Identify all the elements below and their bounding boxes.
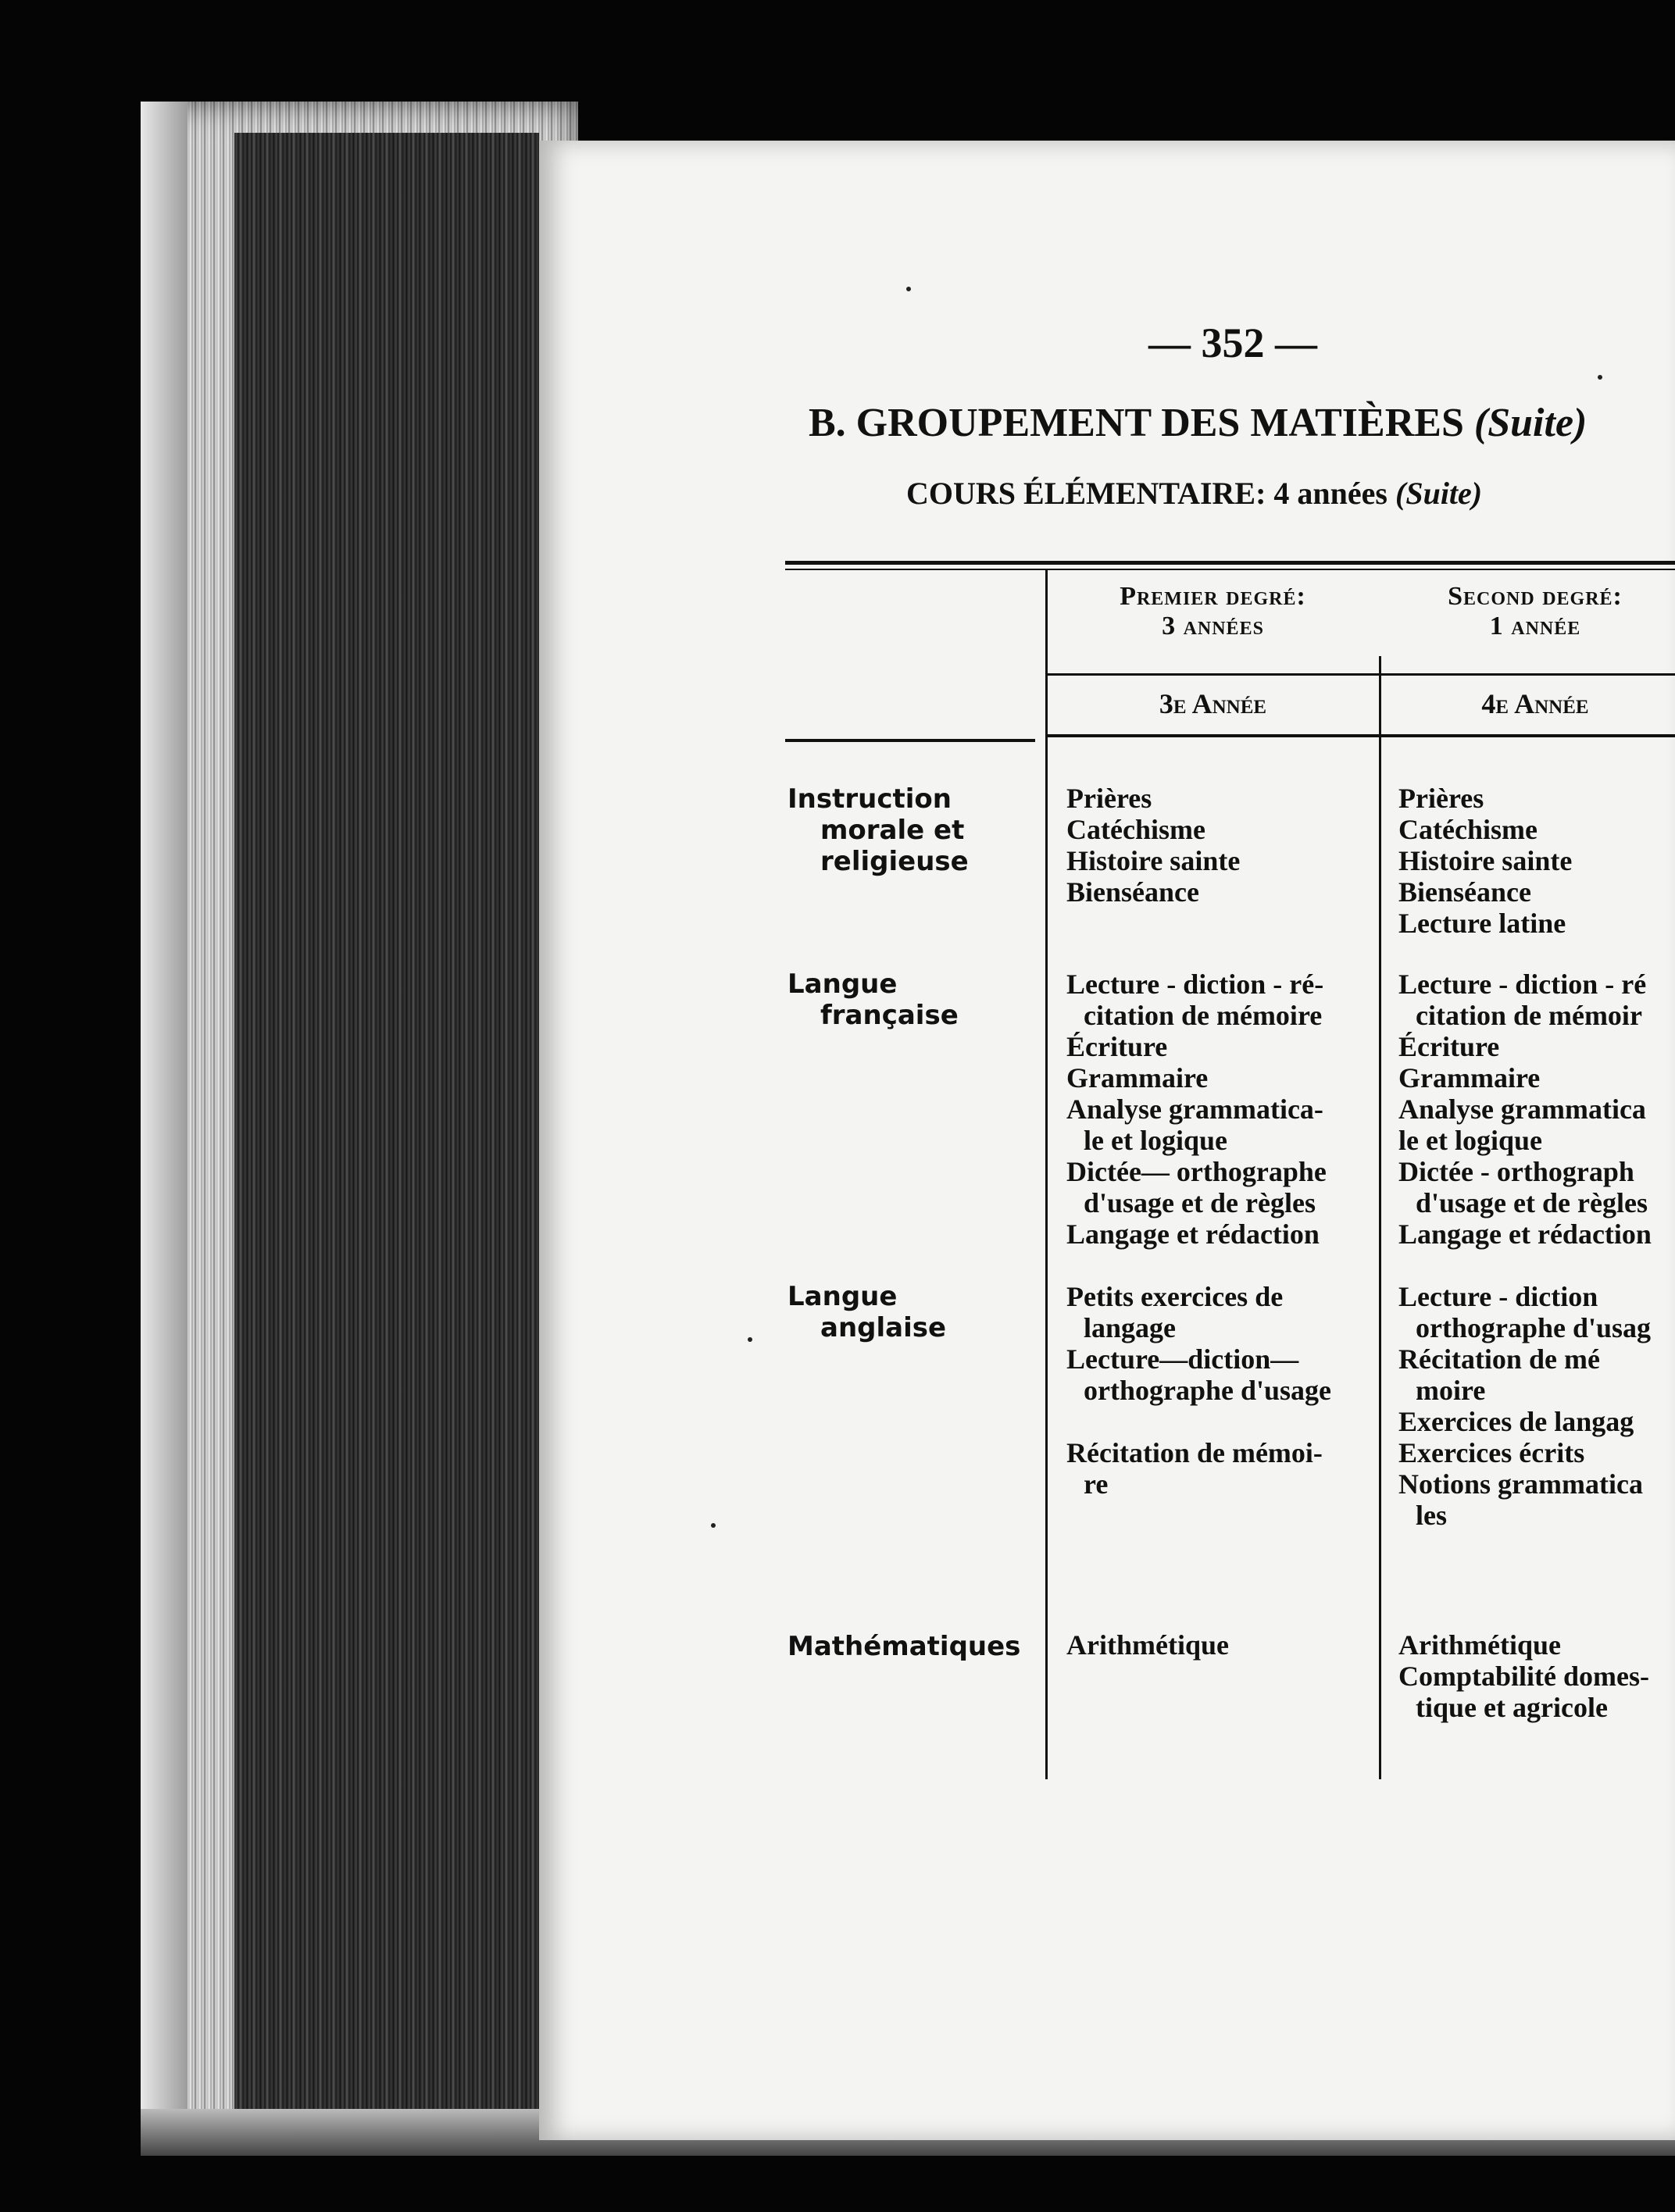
table-top-rule (785, 561, 1675, 565)
page-subtitle (906, 475, 1482, 512)
book-page-stack (234, 133, 539, 2148)
header-premier-degre-line2: 3 années (1162, 612, 1264, 640)
page-title-text: B. GROUPEMENT DES MATIÈRES (809, 401, 1464, 445)
subject-instruction-morale (788, 783, 969, 877)
list-item: Arithmétique (1398, 1629, 1561, 1661)
subject-line: Instruction (788, 783, 952, 815)
list-item: Histoire sainte (1398, 845, 1573, 876)
list-item: re (1084, 1468, 1109, 1500)
list-item: Bienséance (1066, 876, 1199, 908)
list-item: le et logique (1084, 1125, 1227, 1156)
list-item: citation de mémoire (1084, 1000, 1323, 1031)
book-page (539, 141, 1675, 2140)
list-item: Notions grammatica (1398, 1468, 1643, 1500)
page-title (809, 400, 1587, 446)
cell-anglaise-4e (1398, 1281, 1651, 1531)
scan-speck (711, 1523, 716, 1528)
list-item: citation de mémoir (1416, 1000, 1642, 1031)
list-item: Arithmétique (1066, 1629, 1229, 1661)
list-item: tique et agricole (1416, 1692, 1608, 1723)
subject-line: religieuse (820, 846, 969, 877)
cell-instruction-4e (1398, 783, 1572, 939)
col-divider-right (1379, 656, 1381, 1779)
list-item: Exercices écrits (1398, 1437, 1585, 1468)
book-cover-edge (141, 102, 188, 2148)
list-item: Catéchisme (1398, 814, 1538, 845)
subject-line: Mathématiques (788, 1631, 1021, 1662)
list-item: orthographe d'usage (1084, 1375, 1332, 1406)
scan-speck (1598, 375, 1602, 380)
header-premier-degre (1055, 582, 1371, 641)
header-premier-degre-line1: Premier degré: (1120, 582, 1306, 611)
cell-mathematiques-4e (1398, 1629, 1649, 1723)
list-item: Écriture (1066, 1031, 1168, 1062)
list-item: Grammaire (1066, 1062, 1209, 1094)
list-item: Exercices de langag (1398, 1406, 1634, 1437)
header-second-degre (1387, 582, 1675, 641)
list-item: langage (1084, 1312, 1177, 1343)
list-item: Comptabilité domes- (1398, 1661, 1649, 1692)
subject-line: anglaise (820, 1312, 947, 1343)
list-item: moire (1416, 1375, 1486, 1406)
list-item: Langage et rédaction (1066, 1218, 1320, 1250)
subject-mathematiques (788, 1631, 1020, 1662)
page-title-suite: (Suite) (1473, 401, 1588, 445)
page-number: — 352 — (1148, 319, 1317, 366)
list-item: orthographe d'usag (1416, 1312, 1652, 1343)
list-item: Lecture—diction— (1066, 1343, 1299, 1375)
table-top-rule-2 (785, 569, 1675, 570)
header-second-degre-line2: 1 année (1489, 612, 1581, 640)
subject-line: morale et (820, 815, 965, 846)
page-subtitle-text: COURS ÉLÉMENTAIRE: 4 années (906, 476, 1388, 511)
list-item: Langage et rédaction (1398, 1218, 1652, 1250)
list-item: Bienséance (1398, 876, 1531, 908)
subject-line: Langue (788, 1281, 898, 1312)
cell-francaise-4e (1398, 969, 1652, 1250)
cell-mathematiques-3e (1066, 1629, 1229, 1661)
col-divider-left (1045, 569, 1048, 1779)
list-item: Analyse grammatica (1398, 1094, 1646, 1125)
list-item: Récitation de mémoi- (1066, 1437, 1323, 1468)
scan-speck (748, 1337, 752, 1342)
list-item: d'usage et de règles (1084, 1187, 1316, 1218)
header-4e-annee: 4e Année (1481, 688, 1589, 719)
list-item: Lecture - diction - ré (1398, 969, 1647, 1000)
list-item: Dictée— orthographe (1066, 1156, 1327, 1187)
list-item: Grammaire (1398, 1062, 1541, 1094)
subject-langue-anglaise (788, 1281, 946, 1343)
list-item: Catéchisme (1066, 814, 1205, 845)
cell-anglaise-3e (1066, 1281, 1331, 1500)
header-3e-annee: 3e Année (1159, 688, 1267, 719)
subject-line: française (820, 1000, 959, 1031)
list-item: Dictée - orthograph (1398, 1156, 1634, 1187)
list-item: Lecture - diction - ré- (1066, 969, 1324, 1000)
list-item: Prières (1398, 783, 1484, 814)
list-item: les (1416, 1500, 1447, 1531)
page-subtitle-suite: (Suite) (1395, 476, 1483, 511)
list-item: d'usage et de règles (1416, 1187, 1648, 1218)
header-mid-rule (1045, 673, 1675, 676)
subject-line: Langue (788, 969, 898, 1000)
scan-speck (906, 287, 911, 291)
list-item: Lecture latine (1398, 908, 1566, 939)
cell-instruction-3e (1066, 783, 1240, 908)
list-item: Récitation de mé (1398, 1343, 1600, 1375)
list-item: Analyse grammatica- (1066, 1094, 1323, 1125)
list-item: Histoire sainte (1066, 845, 1241, 876)
list-item: Écriture (1398, 1031, 1500, 1062)
header-bottom-rule (1045, 734, 1675, 737)
list-item: Prières (1066, 783, 1152, 814)
list-item: Petits exercices de (1066, 1281, 1284, 1312)
subject-header-rule (785, 739, 1035, 742)
list-item: Lecture - diction (1398, 1281, 1598, 1312)
list-item: le et logique (1398, 1125, 1542, 1156)
subject-langue-francaise (788, 969, 959, 1031)
cell-francaise-3e (1066, 969, 1327, 1250)
header-second-degre-line1: Second degré: (1448, 582, 1623, 611)
